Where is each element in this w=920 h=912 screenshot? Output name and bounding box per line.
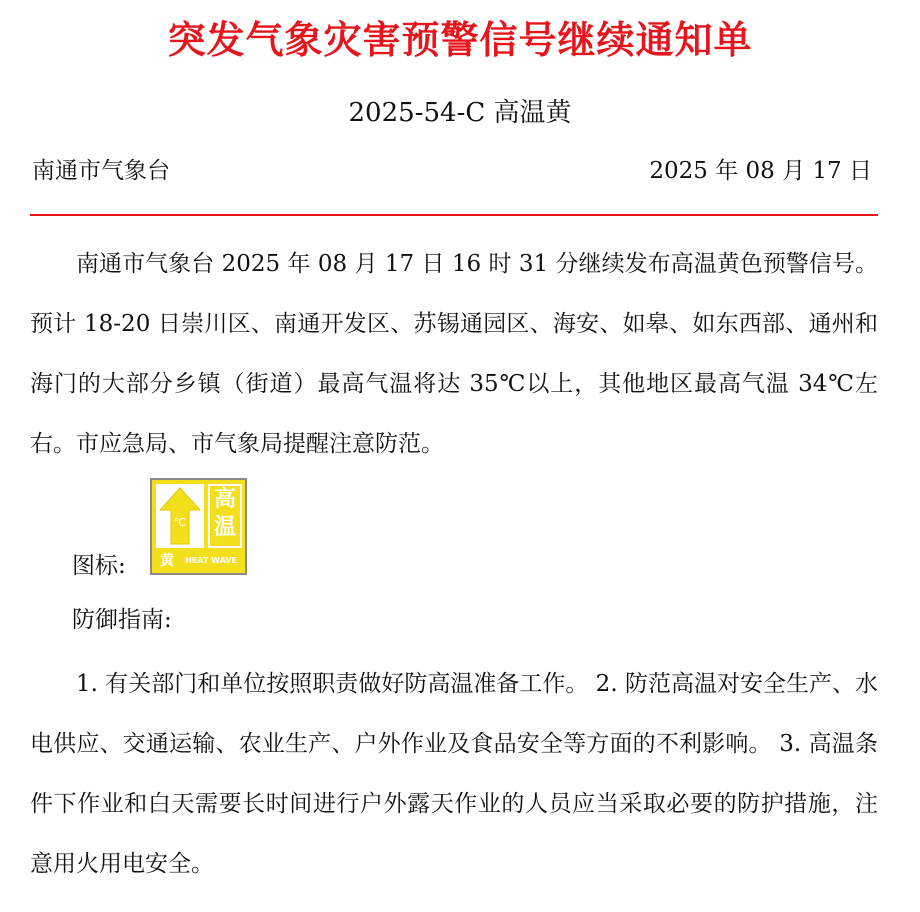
notice-title: 突发气象灾害预警信号继续通知单 xyxy=(167,17,753,62)
notice-body: 南通市气象台 2025 年 08 月 17 日 16 时 31 分继续发布高温黄色预警信号。预计 18-20 日崇川区、南通开发区、苏锡通园区、海安、如皋、如东西部、通州和海门的大部分乡镇（街道）最高气温将达 35℃以上，其他地区最高气温 34℃左右。市应急局、市气象局提醒注意防范。 xyxy=(30,251,878,457)
defense-guide-text: 1. 有关部门和单位按照职责做好防高温准备工作。 2. 防范高温对安全生产、水电供应、交通运输、农业生产、户外作业及食品安全等方面的不利影响。 3. 高温条件下作业和白天需要长时间进行户外露天作业的人员应当采取必要的防护措施，注意用火用电安全。 xyxy=(30,671,878,877)
header-divider xyxy=(30,214,878,216)
heat-wave-yellow-signal-icon xyxy=(150,478,247,575)
celsius-symbol: ℃ xyxy=(173,516,187,529)
icon-label: 图标: xyxy=(72,553,126,579)
signal-word-bottom: 温 xyxy=(213,515,236,540)
signal-level: 黄 xyxy=(160,553,174,569)
signal-english-label: HEAT WAVE xyxy=(185,556,237,565)
arrow-panel xyxy=(156,484,204,548)
signal-word-panel xyxy=(208,484,242,548)
issuer-name: 南通市气象台 xyxy=(32,158,170,184)
defense-guide-label: 防御指南: xyxy=(72,607,172,633)
signal-code: 2025-54-C 高温黄 xyxy=(348,98,572,128)
signal-word-top: 高 xyxy=(213,487,236,512)
issue-date: 2025 年 08 月 17 日 xyxy=(649,158,872,184)
